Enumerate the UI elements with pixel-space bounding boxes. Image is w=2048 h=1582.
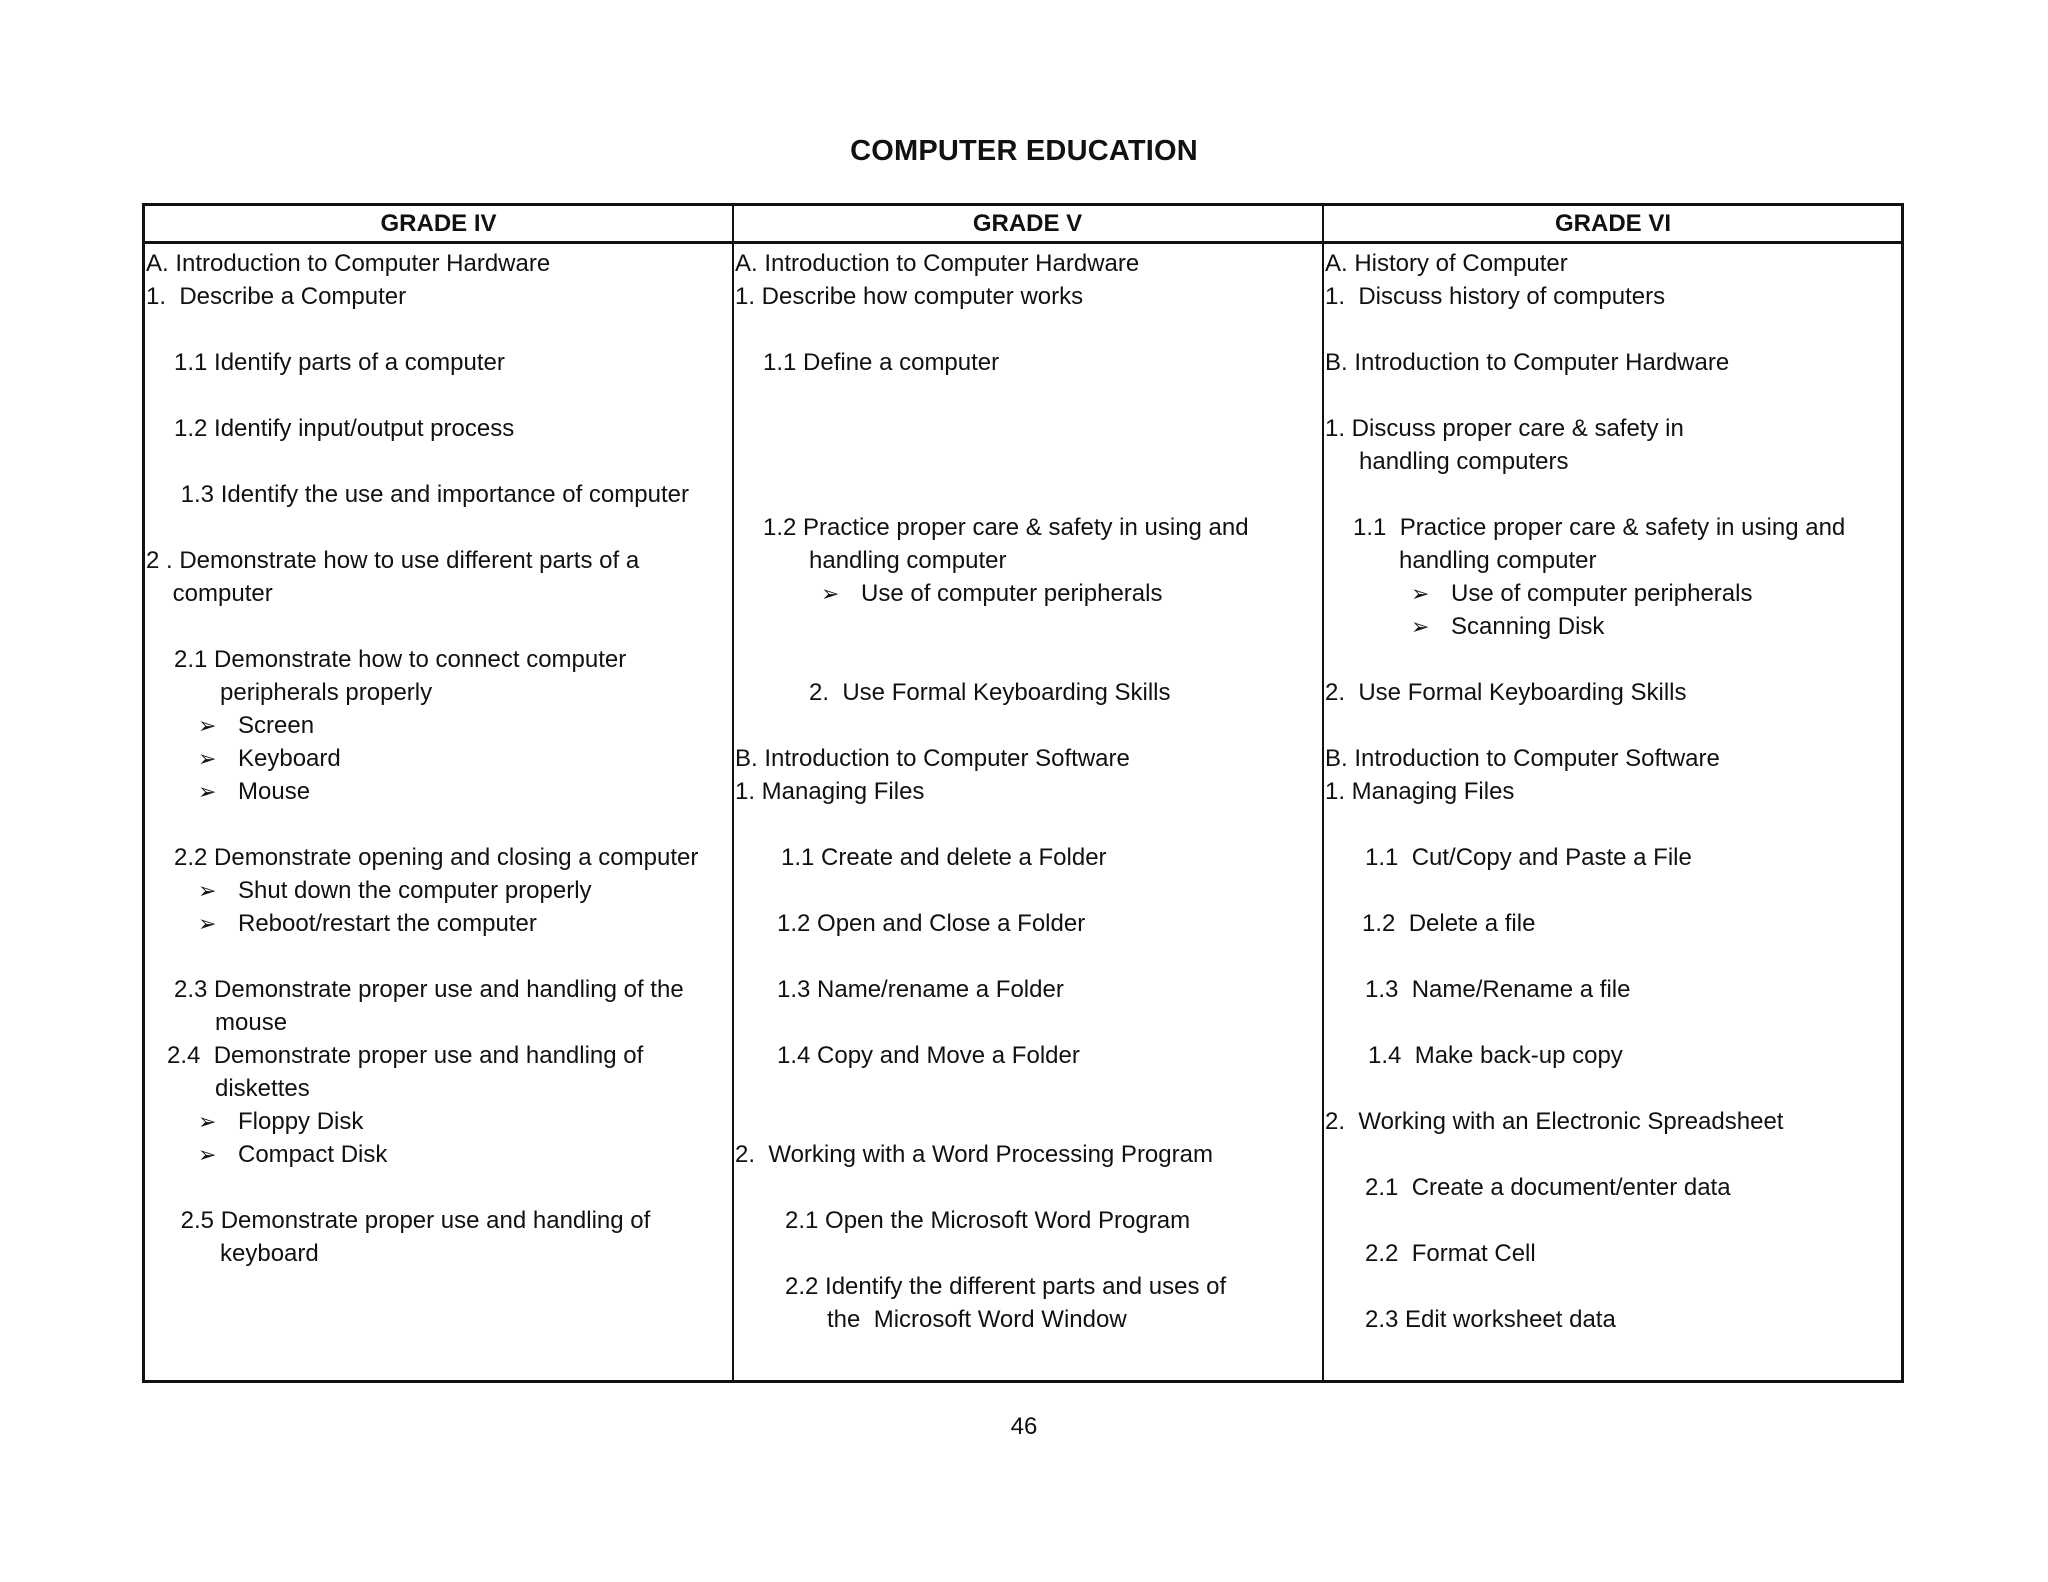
table-line: 2.5 Demonstrate proper use and handling of [174,1207,651,1234]
column-divider [732,206,734,1380]
table-line: keyboard [220,1240,319,1267]
table-line: 2.2 Demonstrate opening and closing a computer [174,844,699,871]
table-line: peripherals properly [220,679,433,706]
column-header-grade-v: GRADE V [972,210,1083,237]
table-line: 1.2 Open and Close a Folder [777,910,1086,937]
table-line: 1. Describe how computer works [735,283,1084,310]
bullet-arrow-icon: ➢ [198,779,217,804]
table-line: Use of computer peripherals [1451,580,1753,607]
table-line: Screen [238,712,315,739]
table-line: 1. Discuss proper care & safety in [1325,415,1684,442]
bullet-arrow-icon: ➢ [198,878,217,903]
table-line: 2.1 Open the Microsoft Word Program [785,1207,1191,1234]
table-line: 1.1 Identify parts of a computer [174,349,505,376]
table-line: diskettes [215,1075,310,1102]
table-line: 2.1 Create a document/enter data [1365,1174,1731,1201]
bullet-arrow-icon: ➢ [198,746,217,771]
bullet-arrow-icon: ➢ [198,1109,217,1134]
column-divider [1322,206,1324,1380]
table-line: 2.3 Edit worksheet data [1365,1306,1616,1333]
table-line: 1.4 Copy and Move a Folder [777,1042,1080,1069]
table-line: 2. Working with a Word Processing Program [735,1141,1213,1168]
table-line: Compact Disk [238,1141,388,1168]
table-line: 1. Discuss history of computers [1325,283,1666,310]
table-line: Mouse [238,778,311,805]
page-number: 46 [1010,1413,1038,1440]
bullet-arrow-icon: ➢ [198,1142,217,1167]
table-line: 1.3 Name/rename a Folder [777,976,1064,1003]
column-header-grade-vi: GRADE VI [1554,210,1671,237]
table-line: computer [146,580,273,607]
table-line: 2. Working with an Electronic Spreadsheet [1325,1108,1784,1135]
curriculum-table [142,203,1904,1383]
table-line: 2.2 Identify the different parts and uses of [785,1273,1227,1300]
table-line: 1.1 Create and delete a Folder [781,844,1107,871]
table-line: Shut down the computer properly [238,877,592,904]
bullet-arrow-icon: ➢ [198,713,217,738]
table-line: 1.3 Name/Rename a file [1365,976,1631,1003]
table-line: handling computer [1399,547,1597,574]
bullet-arrow-icon: ➢ [821,581,840,606]
table-line: B. Introduction to Computer Software [1325,745,1720,772]
table-line: 1.1 Cut/Copy and Paste a File [1365,844,1692,871]
table-line: A. History of Computer [1325,250,1568,277]
table-line: 1.3 Identify the use and importance of computer [174,481,689,508]
table-line: mouse [215,1009,288,1036]
table-line: 2.4 Demonstrate proper use and handling of [167,1042,644,1069]
table-line: B. Introduction to Computer Software [735,745,1130,772]
table-line: A. Introduction to Computer Hardware [146,250,551,277]
table-line: 2.1 Demonstrate how to connect computer [174,646,627,673]
table-line: 1.1 Practice proper care & safety in using and [1353,514,1846,541]
table-line: 1.2 Practice proper care & safety in using and [763,514,1249,541]
table-line: Scanning Disk [1451,613,1605,640]
table-line: handling computers [1359,448,1569,475]
document-title: COMPUTER EDUCATION [850,135,1198,167]
table-line: B. Introduction to Computer Hardware [1325,349,1730,376]
column-header-grade-iv: GRADE IV [380,210,497,237]
bullet-arrow-icon: ➢ [1411,581,1430,606]
table-line: 2.3 Demonstrate proper use and handling of the [174,976,684,1003]
table-line: Keyboard [238,745,341,772]
table-line: A. Introduction to Computer Hardware [735,250,1140,277]
table-line: 2.2 Format Cell [1365,1240,1536,1267]
table-line: handling computer [809,547,1007,574]
table-line: Reboot/restart the computer [238,910,537,937]
table-line: 1.2 Identify input/output process [174,415,515,442]
bullet-arrow-icon: ➢ [198,911,217,936]
header-rule [145,241,1901,244]
table-line: the Microsoft Word Window [827,1306,1127,1333]
table-line: 2 . Demonstrate how to use different parts of a [146,547,640,574]
table-line: 1. Describe a Computer [146,283,407,310]
table-line: 1. Managing Files [1325,778,1515,805]
table-line: 2. Use Formal Keyboarding Skills [1325,679,1687,706]
table-line: 1.2 Delete a file [1362,910,1536,937]
table-line: 1.4 Make back-up copy [1368,1042,1623,1069]
bullet-arrow-icon: ➢ [1411,614,1430,639]
table-line: 1.1 Define a computer [763,349,1000,376]
table-line: Floppy Disk [238,1108,364,1135]
table-line: 1. Managing Files [735,778,925,805]
table-line: 2. Use Formal Keyboarding Skills [809,679,1171,706]
table-line: Use of computer peripherals [861,580,1163,607]
